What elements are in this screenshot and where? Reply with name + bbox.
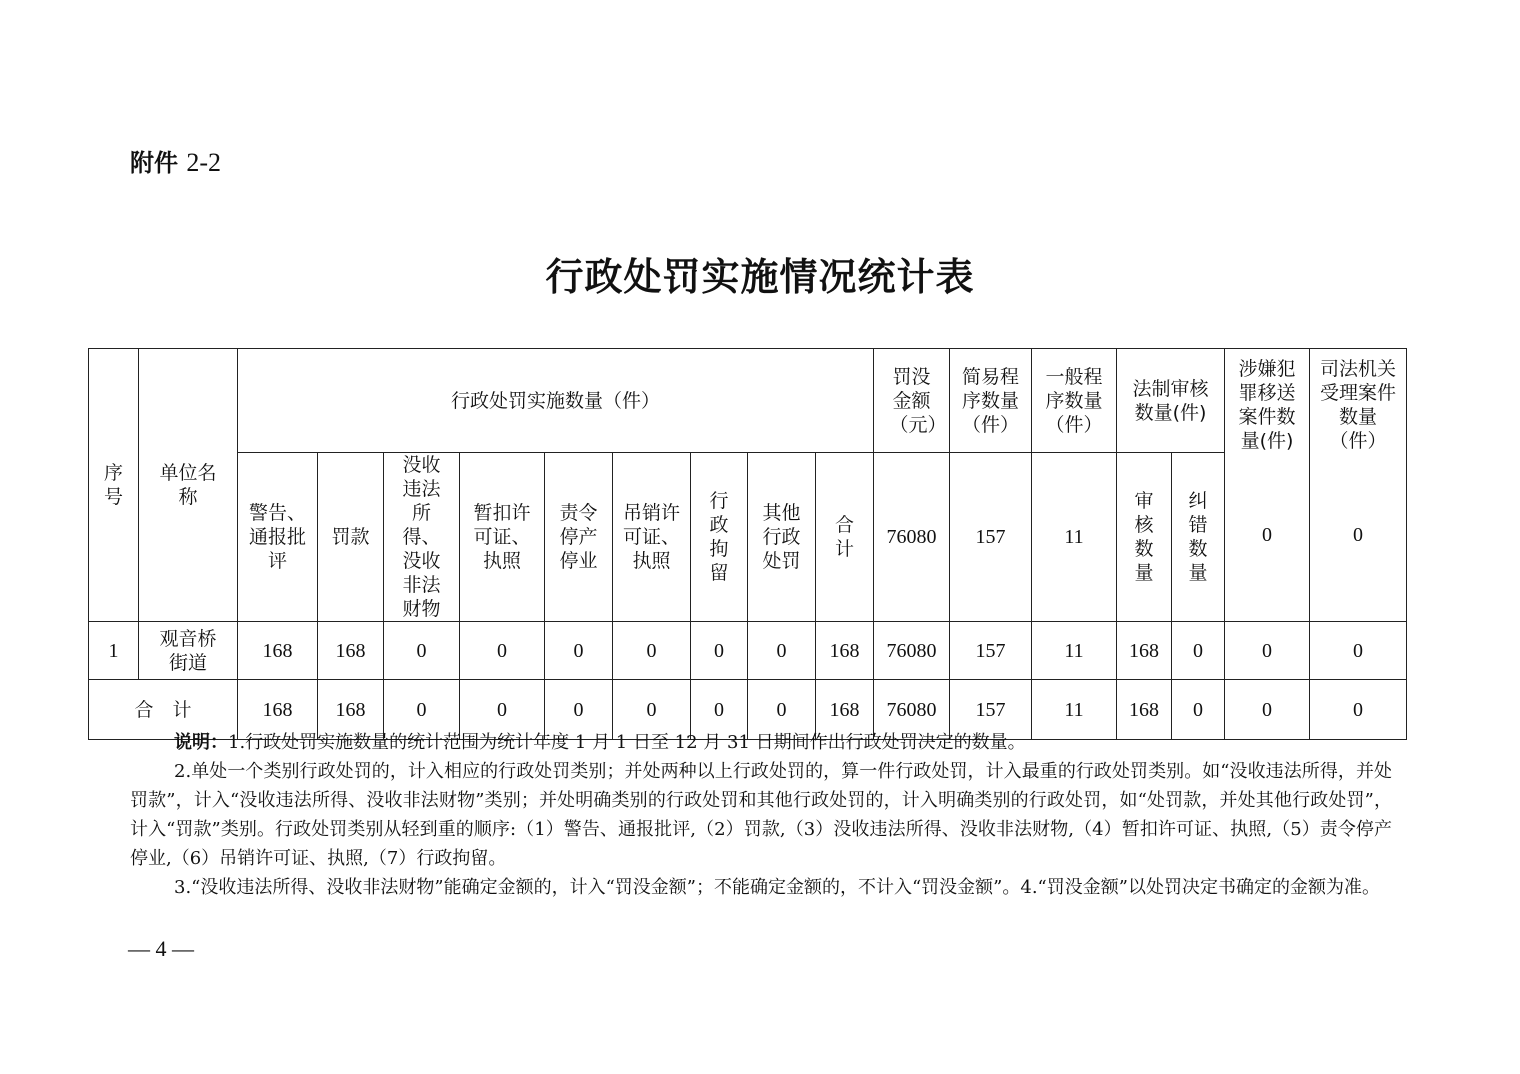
header-subtotal: 合计 <box>816 453 874 622</box>
page-title: 行政处罚实施情况统计表 <box>545 254 975 299</box>
row-stop-production: 0 <box>545 622 613 680</box>
row-seq: 1 <box>89 622 139 680</box>
row-warning: 168 <box>238 622 318 680</box>
header-review-count: 审核数量 <box>1117 453 1172 622</box>
header-warning: 警告、通报批评 <box>238 453 318 622</box>
judicial-accept-summary: 0 <box>1353 524 1363 546</box>
header-correction-count: 纠错数量 <box>1172 453 1225 622</box>
header-row-1 <box>89 349 1407 453</box>
crime-transfer-summary: 0 <box>1262 524 1272 546</box>
header-stop-production: 责令停产停业 <box>545 453 613 622</box>
row-revoke-license: 0 <box>613 622 691 680</box>
header-judicial-accept: 司法机关受理案件数量（件） 0 <box>1310 349 1407 622</box>
total-warning: 168 <box>238 680 318 740</box>
header-crime-transfer: 涉嫌犯罪移送案件数量(件) 0 <box>1225 349 1310 622</box>
page-number: — 4 — <box>128 936 194 961</box>
header-general-procedure: 一般程序数量（件） <box>1032 349 1117 453</box>
total-fine-amount: 76080 <box>874 680 950 740</box>
total-simple-procedure: 157 <box>950 680 1032 740</box>
row-subtotal: 168 <box>816 622 874 680</box>
total-crime-transfer: 0 <box>1225 680 1310 740</box>
header-seq: 序号 <box>89 349 139 622</box>
total-confiscate: 0 <box>384 680 460 740</box>
total-correction-count: 0 <box>1172 680 1225 740</box>
attachment-label-text: 附件 <box>130 149 178 177</box>
total-judicial-accept: 0 <box>1310 680 1407 740</box>
row-crime-transfer: 0 <box>1225 622 1310 680</box>
total-fine: 168 <box>318 680 384 740</box>
header-unit-name: 单位名称 <box>139 349 238 622</box>
header-row-2 <box>89 453 1407 622</box>
notes-section <box>130 728 1392 902</box>
total-revoke-license: 0 <box>613 680 691 740</box>
header-suspend-license: 暂扣许可证、执照 <box>460 453 545 622</box>
row-other: 0 <box>748 622 816 680</box>
total-review-count: 168 <box>1117 680 1172 740</box>
total-label: 合 计 <box>89 680 238 740</box>
row-suspend-license: 0 <box>460 622 545 680</box>
fine-amount-summary: 76080 <box>874 453 950 622</box>
header-legal-review: 法制审核数量(件) <box>1117 349 1225 453</box>
note-1 <box>130 728 1392 757</box>
total-general-procedure: 11 <box>1032 680 1117 740</box>
header-implementation-count: 行政处罚实施数量（件） <box>238 349 874 453</box>
row-correction-count: 0 <box>1172 622 1225 680</box>
row-fine: 168 <box>318 622 384 680</box>
header-revoke-license: 吊销许可证、执照 <box>613 453 691 622</box>
row-fine-amount: 76080 <box>874 622 950 680</box>
header-fine-amount: 罚没金额（元） <box>874 349 950 453</box>
row-general-procedure: 11 <box>1032 622 1117 680</box>
row-review-count: 168 <box>1117 622 1172 680</box>
header-other: 其他行政处罚 <box>748 453 816 622</box>
header-fine: 罚款 <box>318 453 384 622</box>
row-judicial-accept: 0 <box>1310 622 1407 680</box>
simple-procedure-summary: 157 <box>950 453 1032 622</box>
note-1-text: 1.行政处罚实施数量的统计范围为统计年度 1 月 1 日至 12 月 31 日期间作出行政处罚决定的数量。 <box>228 732 1026 753</box>
row-simple-procedure: 157 <box>950 622 1032 680</box>
total-detention: 0 <box>691 680 748 740</box>
note-2: 2.单处一个类别行政处罚的，计入相应的行政处罚类别；并处两种以上行政处罚的，算一件行政处罚，计入最重的行政处罚类别。如“没收违法所得，并处罚款”，计入“没收违法所得、没收非法财物”类别；并处明确类别的行政处罚和其他行政处罚的，计入明确类别的行政处罚，如“处罚款，并处其他行政处罚”，计入“罚款”类别。行政处罚类别从轻到重的顺序:（1）警告、通报批评,（2）罚款,（3）没收违法所得、没收非法财物,（4）暂扣许可证、执照,（5）责令停产停业,（6）吊销许可证、执照,（7）行政拘留。 <box>130 761 1392 869</box>
note-3: 3.“没收违法所得、没收非法财物”能确定金额的，计入“罚没金额”；不能确定金额的，不计入“罚没金额”。4.“罚没金额”以处罚决定书确定的金额为准。 <box>174 877 1380 898</box>
statistics-table <box>88 348 1407 740</box>
total-suspend-license: 0 <box>460 680 545 740</box>
total-other: 0 <box>748 680 816 740</box>
attachment-number: 2-2 <box>186 148 222 177</box>
header-confiscate: 没收违法所得、没收非法财物 <box>384 453 460 622</box>
row-confiscate: 0 <box>384 622 460 680</box>
header-detention: 行政拘留 <box>691 453 748 622</box>
total-stop-production: 0 <box>545 680 613 740</box>
table-row <box>89 622 1407 680</box>
notes-lead: 说明： <box>174 732 228 753</box>
total-subtotal: 168 <box>816 680 874 740</box>
header-simple-procedure: 简易程序数量（件） <box>950 349 1032 453</box>
row-unit-name: 观音桥街道 <box>139 622 238 680</box>
general-procedure-summary: 11 <box>1032 453 1117 622</box>
attachment-label <box>130 143 221 178</box>
row-detention: 0 <box>691 622 748 680</box>
